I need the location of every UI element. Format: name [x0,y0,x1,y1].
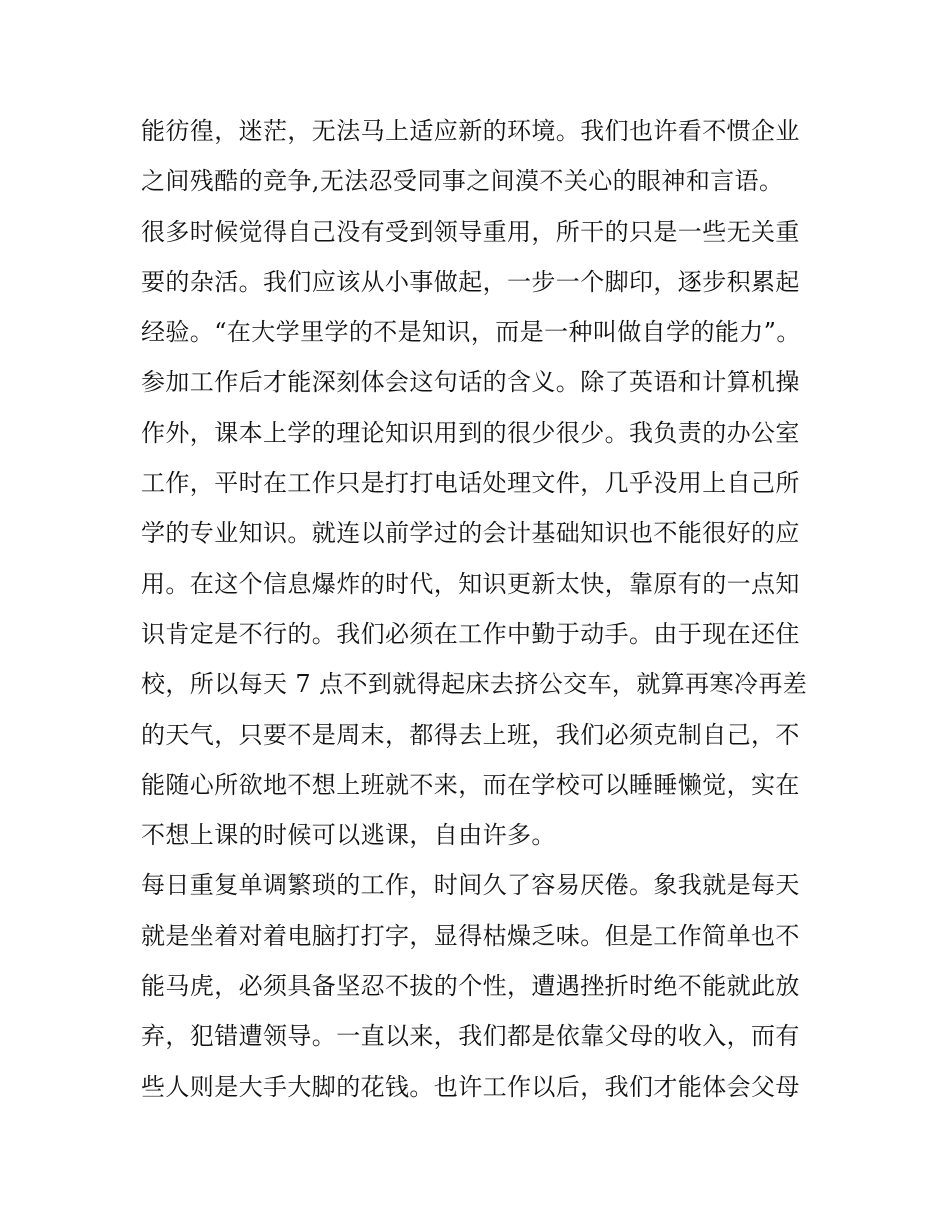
text-line: 就是坐着对着电脑打打字，显得枯燥乏味。但是工作简单也不 [141,921,800,950]
text-line: 学的专业知识。就连以前学过的会计基础知识也不能很好的应 [141,519,800,548]
text-line: 能彷徨，迷茫，无法马上适应新的环境。我们也许看不惯企业 [141,117,800,145]
text-line: 些人则是大手大脚的花钱。也许工作以后，我们才能体会父母 [141,1072,800,1101]
body-text [141,106,821,1112]
text-line: 校，所以每天 7 点不到就得起床去挤公交车，就算再寒冷再差 [141,670,808,699]
text-line: 参加工作后才能深刻体会这句话的含义。除了英语和计算机操 [141,368,800,397]
text-line: 要的杂活。我们应该从小事做起，一步一个脚印，逐步积累起 [141,267,800,296]
text-line: 经验。“在大学里学的不是知识，而是一种叫做自学的能力”。 [141,318,801,347]
text-line: 不想上课的时候可以逃课，自由许多。 [141,821,556,850]
text-line: 能随心所欲地不想上班就不来，而在学校可以睡睡懒觉，实在 [141,770,800,799]
text-line: 作外，课本上学的理论知识用到的很少很少。我负责的办公室 [141,418,800,447]
text-line: 弃，犯错遭领导。一直以来，我们都是依靠父母的收入，而有 [141,1022,800,1051]
text-line: 工作，平时在工作只是打打电话处理文件，几乎没用上自己所 [141,469,800,498]
text-line: 识肯定是不行的。我们必须在工作中勤于动手。由于现在还住 [141,619,800,648]
text-line: 之间残酷的竞争,无法忍受同事之间漠不关心的眼神和言语。 [141,167,784,196]
text-line: 用。在这个信息爆炸的时代，知识更新太快，靠原有的一点知 [141,569,800,598]
text-line: 能马虎，必须具备坚忍不拔的个性，遭遇挫折时绝不能就此放 [141,972,800,1001]
text-line: 很多时候觉得自己没有受到领导重用，所干的只是一些无关重 [141,217,800,246]
text-line: 的天气，只要不是周末，都得去上班，我们必须克制自己，不 [141,720,800,749]
text-line: 每日重复单调繁琐的工作，时间久了容易厌倦。象我就是每天 [141,871,800,900]
